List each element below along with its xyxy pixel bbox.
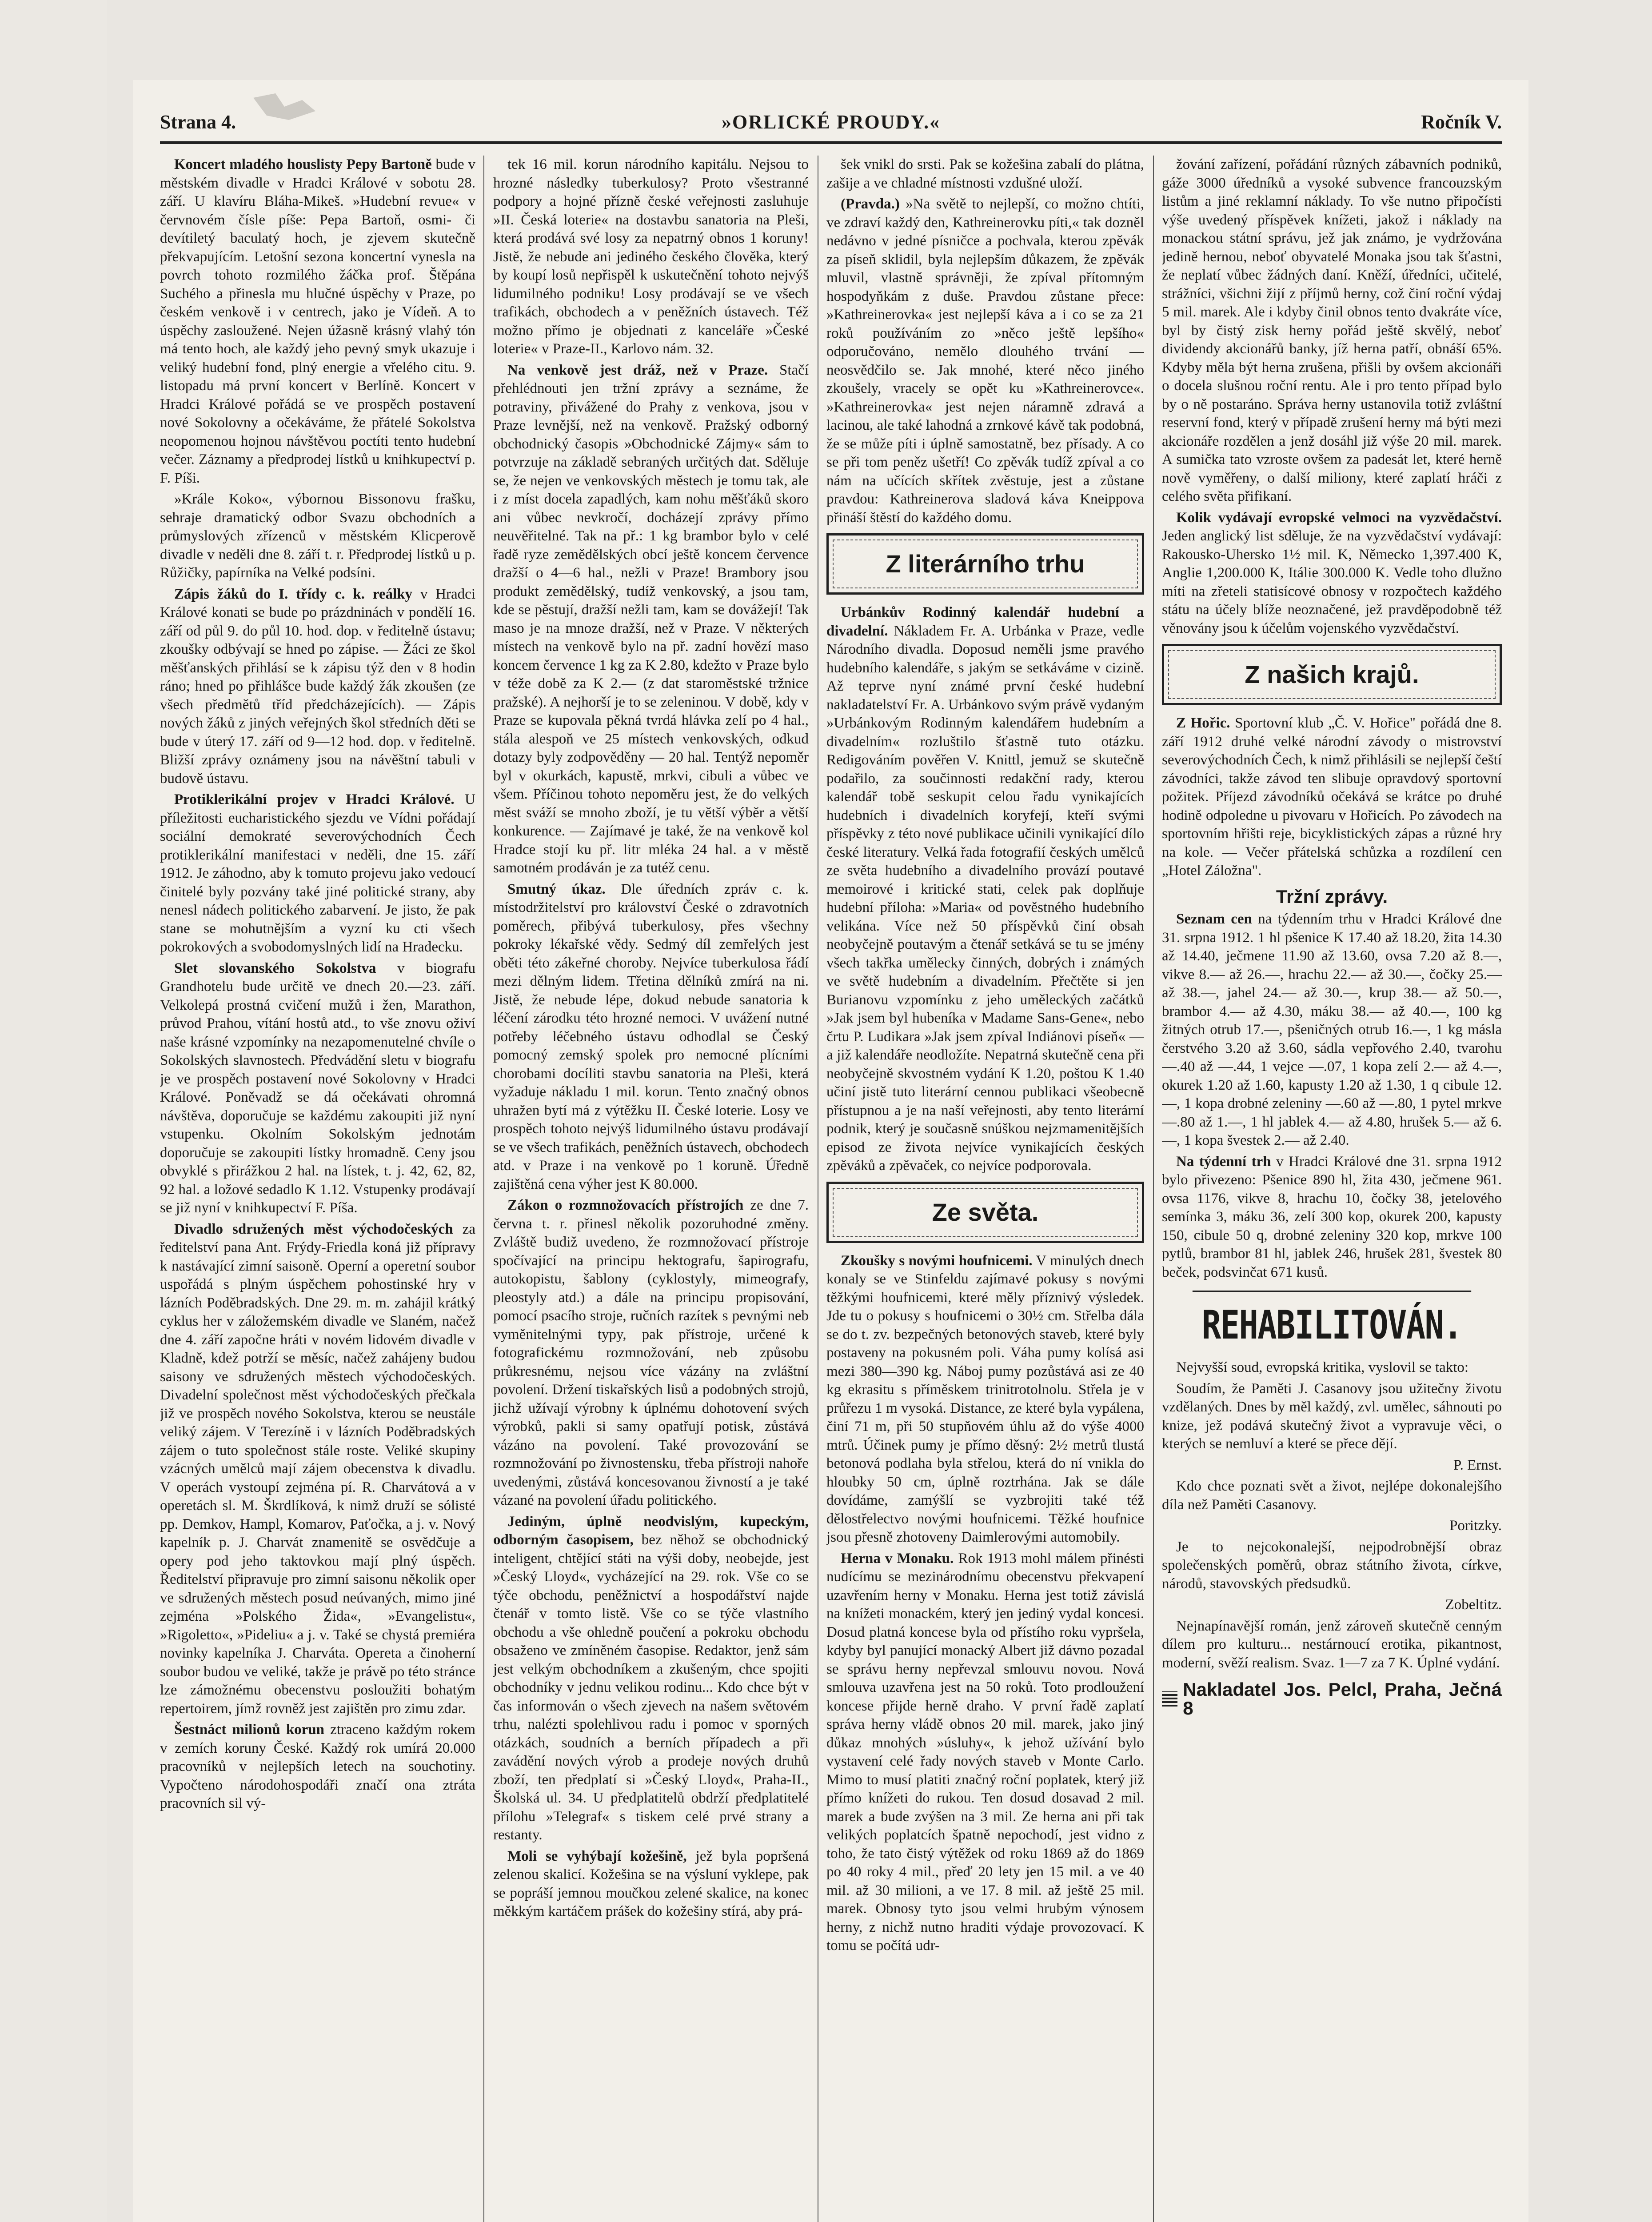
article-text: Nejnapínavější román, jenž zároveň skutečně cenným dílem pro kulturu... nestárnoucí erotika, pikantnost, moderní, svěží realism. Svaz. 1—7 za 7 K. Úplné vydání.: [1162, 1618, 1502, 1671]
article-text: šek vnikl do srsti. Pak se kožešina zabalí do plátna, zašije a ve chladné místnosti vzdušné uloží.: [826, 156, 1144, 191]
article-paragraph: [160, 1721, 475, 1813]
article-text: tek 16 mil. korun národního kapitálu. Nejsou to hrozné následky tuberkulosy? Proto všestranné podpory a hojné přízně české veřejnosti zasluhuje »II. Česká loterie« na dostavbu sanatoria na Pleši, která prodává své losy za nepatrný obnos 1 koruny! Jistě, že nebude ani jediného českého člověka, který by koupí losů nepřispěl k uskutečnění tohoto nejvýš lidumilného podniku! Losy prodávají se ve všech trafikách, obchodech a v peněžních ústavech. Též možno přímo je objednati z kanceláře »České loterie« v Praze-II., Karlovo nám. 32.: [493, 156, 809, 357]
article-lead: Jediným, úplně neodvislým, kupeckým, odborným časopisem,: [493, 1513, 809, 1548]
article-paragraph: [1162, 1477, 1502, 1514]
page-header: [160, 102, 1502, 138]
quote-signature: Poritzky.: [1449, 1518, 1502, 1534]
article-text: Soudím, že Paměti J. Casanovy jsou užitečny životu vzdělaných. Dnes by měl každý, zvl. umělec, sáhnouti po knize, jež podává skutečný život a vypravuje věci, o kterých se nemluví a které se přece dějí.: [1162, 1380, 1502, 1452]
publisher-ornament-icon: [1162, 1691, 1177, 1706]
article-paragraph: [826, 603, 1144, 1175]
section-heading-box: Z literárního trhu: [826, 533, 1144, 595]
paper-title: »ORLICKÉ PROUDY.«: [722, 111, 940, 133]
article-paragraph: [826, 195, 1144, 527]
article-text: Jeden anglický list sděluje, že na vyzvědačství vydávají: Rakousko-Uhersko 1½ mil. K, Německo 1,397.400 K, Anglie 1,200.000 K, Itálie 300.000 K. Vedle toho dlužno míti na zřeteli statisícové obnosy v rozpočtech každého státu na účely blíže neoznačené, jež pravděpodobně též věnovány jsou k účelům vojenského vyzvědačství.: [1162, 528, 1502, 636]
article-text: v Hradci Králové dne 31. srpna 1912 bylo přivezeno: Pšenice 890 hl, žita 430, ječmene 961. ovsa 1176, vikve 8, hrachu 10, čočky 38, jetelového semínka 3, máku 36, zelí 300 kop, okurek 200, kapusty 150, cibule 50 q, drobné zeleniny 320 kop, mrkve 100 pytlů, brambor 81 hl, jablek 246, hrušek 281, švestek 80 beček, podsvinčat 671 kusů.: [1162, 1153, 1502, 1280]
advertisement-title: REHABILITOVÁN.: [1193, 1291, 1471, 1350]
article-paragraph: [1162, 1380, 1502, 1454]
column-4: [1162, 156, 1502, 2222]
article-paragraph: [1162, 509, 1502, 638]
article-text: ztraceno každým rokem v zemích koruny České. Každý rok umírá 20.000 pracovníků v nejlepších letech na souchotiny. Vypočteno národohospodáři značí ona ztráta pracovních sil vý-: [160, 1722, 475, 1811]
article-paragraph: [1162, 714, 1502, 880]
article-lead: Slet slovanského Sokolstva: [174, 960, 376, 976]
article-lead: Seznam cen: [1176, 911, 1252, 927]
article-lead: (Pravda.): [841, 196, 900, 212]
section-heading-box: Z našich krajů.: [1162, 644, 1502, 705]
article-paragraph: [160, 1220, 475, 1718]
article-lead: Herna v Monaku.: [841, 1550, 954, 1567]
publisher-line: [1162, 1680, 1502, 1717]
newspaper-page: [133, 80, 1528, 2222]
article-text: »Krále Koko«, výbornou Bissonovu frašku, sehraje dramatický odbor Svazu obchodních a průmyslových zřízenců v městském Klicperově divadle v neděli dne 8. září t. r. Předprodej lístků u p. Růžičky, papírníka na Velké podsíni.: [160, 491, 475, 581]
article-paragraph: [493, 156, 809, 359]
article-text: jež byla popršená zelenou skalicí. Kožešina se na výsluní vyklepe, pak se popráší jemnou moučkou zelené skalice, na konec měkkým kartáčem prášek do kožešiny stírá, aby prá-: [493, 1848, 809, 1919]
article-text: ze dne 7. června t. r. přinesl několik pozoruhodné změny. Zvláště budiž uvedeno, že rozmnožovací přístroje spočívající na principu hektografu, šapirografu, autokopistu, šablony (cyklostyly, mimeografy, pleostyly atd.) a dále na principu propisování, pomocí psacího stroje, ručních razítek s pevnými neb vyměnitelnými typy, pak přístroje, určené k fotografickému rozmnožování, neb způsobu průkresnému, nejsou více vázány na zvláštní povolení. Držení tiskařských lisů a podobných strojů, jichž užívají výrobny k úplnému dohotovení svých výrobků, pakli si samy opatřují potisk, zůstává vázáno na povolení. Také provozování se rozmnožování po živnostensku, třeba přístroji nahoře uvedenými, zůstává koncesovanou živností a je také vázané na povolení úřadu politického.: [493, 1197, 809, 1508]
article-text: Nejvyšší soud, evropská kritika, vyslovil se takto:: [1176, 1359, 1469, 1375]
article-paragraph: [493, 1513, 809, 1845]
article-paragraph: [1162, 1153, 1502, 1282]
article-lead: Kolik vydávají evropské velmoci na vyzvědačství.: [1176, 509, 1502, 526]
column-2: [493, 156, 809, 2222]
article-lead: Zápis žáků do I. třídy c. k. reálky: [174, 586, 412, 602]
article-paragraph: [1162, 1617, 1502, 1673]
article-text: za ředitelství pana Ant. Frýdy-Friedla koná již přípravy k nastávající zimní saisoně. Operní a operetní soubor uspořádá s plným úspěchem pohostinské hry v lázních Poděbradských. Dne 29. m. m. zahájil krátký cyklus her v záložemském divadle ve Slaném, načež dne 4. září započne hráti v novém lidovém divadle v Kladně, kdež potrží se měsíc, načež zahájeny budou saisony ve sdružených městech východočeských. Divadelní společnost měst východočeských přečkala již ve prospěch nového Sokolstva, kterou se neustále veliký zájem. V Terezíně i v lázních Poděbradských zájem o tuto společnost stále roste. Veliké skupiny vzácných umělců mají zájem obecenstva k divadlu. V operách vystoupí zejména pí. R. Charvátová a v operetách sl. M. Škrdlíková, k nimž druží se sólisté pp. Demkov, Hampl, Komarov, Paťočka, a j. v. Nový kapelník p. J. Charvát znamenitě se osvědčuje a opery pod jeho taktovkou mají plný úspěch. Ředitelství připravuje pro zimní saisonu několik oper ve sdružených městech posud neúvaných, mimo jiné zejména »Polského Žida«, »Evangelistu«, »Rigoletto«, »Pideliu« a j. v. Také se chystá premiéra novinky kapelníka J. Charváta. Opereta a činoherní soubor budou ve veliké, takže je právě po této stránce lze zámožnému obecenstvu posloužiti bohatým repertoirem, jímž rovněž jest zajištěn pro zimu zdar.: [160, 1221, 475, 1717]
article-lead: Šestnáct milionů korun: [174, 1722, 325, 1738]
header-rule: [160, 141, 1502, 144]
article-lead: Na venkově jest dráž, než v Praze.: [507, 362, 768, 378]
article-text: »Na světě to nejlepší, co možno chtíti, ve zdraví každý den, Kathreinerovku píti,« tak dozněl nedávno v jedné písničce a pochvala, kterou zpěvák za píseň sklidil, byla nejlepším důkazem, že zpěvák mluvil, vlastně správněji, že zpíval přítomným hospodyňkám z duše. Pravdou zůstane přece: »Kathreinerovka« jest nejlepší káva a i co se za 21 roků používáním zo »něco ještě lepšího« odporučováno, nemělo dlouhého trvání — neosvědčilo se. Jak mnohé, které něco jiného zkoušely, vracely se opět ku »Kathreinerovce«. »Kathreinerovka« jest nejen náramně zdravá a lacinou, ale také lahodná a zrnkové kávě tak podobná, že se může píti i úplně samostatně, bez přísady. A co se při tom peněz ušetří! Co zpěvák tudíž zpíval a co nám na učících skřítek zvěstuje, jest a zůstane pravdou: Kathreinerova sladová káva Kneippova přináší štěstí do každého domu.: [826, 196, 1144, 526]
article-paragraph: [493, 1847, 809, 1921]
article-lead: Divadlo sdružených měst východočeských: [174, 1221, 453, 1237]
article-text: Nákladem Fr. A. Urbánka v Praze, vedle Národního divadla. Doposud neměli jsme pravého hudebního kalendáře, s jakým se setkáváme v cizině. Až teprve nyní známé první české hudební nakladatelství Fr. A. Urbánkovo svým právě vydaným »Urbánkovým Rodinným kalendářem hudebním a divadelním« rozluštilo šťastně tuto otázku. Redigováním pověřen V. Knittl, jemuž se skutečně podařilo, za součinnosti redakční rady, kterou kalendář tobě seskupit celou řadu vynikajících hudebních i divadelních koryfejí, kteří svými příspěvky z této nové publikace učinili vynikající dílo české literatury. Velká řada fotografií českých umělců ze světa hudebního a divadelního provází poutavé memoirové i kritické stati, celek pak doplňuje hudební příloha: »Maria« od pověstného hudebního velikána. Více než 50 příspěvků činí obsah neobyčejně poutavým a čtenář setkává se tu se jmény všech takřka umělecky činných, dobrých i známých ve světě hudebním a divadelním. Přečtěte si jen Burianovu vzpomínku z jeho uměleckých začátků »Jak jsem byl hubeníka v Madame Sans-Gene«, nebo črtu P. Ludikara »Jak jsem zpíval Indiánovi píseň« — a již kalendáře neodložíte. Nepatrná skutečně cena při neobyčejně skvostném vydání K 1.20, poštou K 1.40 učiní jistě tuto literární cennou publikaci všeobecně přístupnou a je na naší veřejnosti, aby tento literární podnik, který je současně snúškou nejzmamenitějších episod ze života nejvíce vynikajících českých zpěváků a zpěvaček, co nejvíce podporovala.: [826, 623, 1144, 1174]
article-text: Rok 1913 mohl málem přinésti nudícímu se mezinárodnímu obecenstvu překvapení uzavřením herny v Monaku. Herna jest totiž závislá na knížeti monackém, který jen jediný vydal koncesi. Dosud platná koncese byla od přístího roku vypršela, kdyby byl panující monacký Albert již dávno pozadal se správu herny nepřevzal smlouvu novou. Nová smlouva uzavřena jest na 50 roků. Toto prodloužení koncese přijde herně draho. V první řadě zaplatí správa herny vládě obnos 20 mil. marek, jako jiný důkaz mnohých »úsluhy«, k jehož užívání bylo vystavení celé řady nových staveb v Monte Carlo. Mimo to musí platiti značný roční poplatek, který již přímo knížeti do rukou. Ten dosud dosavad 2 mil. marek a bude zvýšen na 3 mil. Ze herna ani při tak velikých poplatcích špatně nepochodí, jest vidno z toho, že tato čistý výtěžek od roku 1869 až do 1869 po 40 roky 4 mil., přeď 20 lety jen 15 mil. a ve 40 mil. až 30 milioni, a ve 17. 8 mil. až ještě 25 mil. marek. Obnosy tyto jsou velmi hrubým výnosem herny, z nichž nutno hraditi výdaje provozovací. K tomu se počítá udr-: [826, 1550, 1144, 1954]
article-text: na týdenním trhu v Hradci Králové dne 31. srpna 1912. 1 hl pšenice K 17.40 až 18.20, žita 14.30 až 14.40, ječmene 11.90 až 13.60, ovsa 7.20 až 8.—, vikve 8.— až 26.—, hrachu 22.— až 30.—, čočky 25.— až 38.—, jahel 24.— až 30.—, krup 38.— až 50.—, brambor 4.— až 4.30, máku 38.— až 40.—, 100 kg žitných otrub 17.—, pšeničných otrub 16.—, 1 kg másla čerstvého 3.20 až 3.60, sádla vepřového 2.40, tvarohu —.40 až —.44, 1 vejce —.07, 1 kopa zelí 2.— až 4.—, okurek 1.20 až 1.60, kapusty 1.20 až 1.30, 1 q cibule 12.—, 1 kopa drobné zeleniny —.60 až —.80, 1 pytel mrkve —.80 až 1.—, 1 hl jablek 4.— až 4.80, hrušek 5.— až 6.—, 1 kopa švestek 2.— až 2.40.: [1162, 911, 1502, 1148]
article-lead: Koncert mladého houslisty Pepy Bartoně: [174, 156, 432, 172]
article-text: Je to nejcokonalejší, nejpodrobnější obraz společenských poměrů, obraz státního života, církve, národů, stavovských předsudků.: [1162, 1539, 1502, 1592]
article-paragraph: [493, 880, 809, 1194]
article-paragraph: [160, 959, 475, 1218]
article-text: V minulých dnech konaly se ve Stinfeldu zajímavé pokusy s novými těžkými houfnicemi, které měly příznivý výsledek. Jde tu o pokusy s houfnicemi o 30½ cm. Střelba dála se do t. zv. bezpečných betonových staveb, které byly postaveny na pokusném poli. Váha pumy kolísá asi mezi 380—390 kg. Náboj pumy pozůstává asi ze 40 kg ekrasitu s příměskem trinitrotolnolu. Střela je v průřezu 1 m vysoká. Distance, ze které byla vypálena, činí 71 m, při 50 stupňovém úhlu až do výše 4000 mtrů. Účinek pumy je přímo děsný: 2½ metrů tlustá betonová podlaha byla střelou, která do ní vnikla do hloubky 50 cm, úplně roztrhána. Jak se dále dovídáme, zamýšlí se vyzbrojiti také též dělostřelectvo novými houfnicemi. Těžké houfnice jsou přesně zhotoveny Daimlerovými automobily.: [826, 1252, 1144, 1545]
article-paragraph: [160, 490, 475, 583]
article-lead: Smutný úkaz.: [507, 881, 606, 897]
article-lead: Zkoušky s novými houfnicemi.: [841, 1252, 1033, 1269]
article-paragraph: [160, 156, 475, 488]
article-lead: Z Hořic.: [1176, 715, 1230, 731]
article-text: U příležitosti eucharistického sjezdu ve Vídni pořádají sociální demokraté severovýchodních Čech protiklerikální manifestaci v neděli, dne 15. září 1912. Je záhodno, aby k tomuto projevu jako vedoucí činitelé byly pozvány také jiné politické strany, aby nenesl nádech politického zabarvení. Je jisto, že pak stane se mohutnějším a vyzní ku cti všech pokrokových a svobodomyslných lidí na Hradecku.: [160, 791, 475, 955]
article-paragraph: [1162, 156, 1502, 506]
article-paragraph: [1162, 910, 1502, 1150]
article-lead: Urbánkův Rodinný kalendář hudební a divadelní.: [826, 604, 1144, 639]
page-number: Strana 4.: [160, 111, 236, 133]
article-text: Stačí přehlédnouti jen tržní zprávy a seznáme, že potraviny, přivážené do Prahy z venkova, jsou v Praze levnější, než na venkově. Pražský odborný obchodnický časopis »Obchodnické Zájmy« sám to potvrzuje na základě sebraných určitých dat. Sděluje se, že nejen ve venkovských městech je tomu tak, ale i z míst docela zapadlých, kam nohu měšťáků skoro ani vůbec nevkročí, docházejí zprávy přímo neuvěřitelné. Tak na př.: 1 kg brambor bylo v celé řadě ryze zemědělských obcí ještě koncem července dražší o 4—6 hal., nežli v Praze! Brambory jsou produkt zemědělský, tudíž venkovský, a jsou tam, kde se pěstují, dražší nežli tam, kam se dovážejí! Tak maso je na mnoze dražší, než v Praze. V některých místech na venkově bylo na př. zadní hovězí maso koncem července 1 kg za K 2.80, kdežto v Praze bylo v téže době za K 2.— (z dat staroměstské tržnice pražské). A nejhorší je to se zeleninou. V době, kdy v Praze se kupovala pěkná tvrdá hlávka zelí po 4 hal., stála alespoň ve 25 místech venkovských, odkud dotazy byly zodpověděny — 20 hal. Tentýž nepoměr byl v okurkách, kapustě, mrkvi, cibuli a vůbec ve všem. Příčinou tohoto nepoměru jest, že do velkých měst sváží se mnoho zboží, je tu větší výběr a větší konkurence. — Zajímavé je také, že na venkově kol Hradce stojí ku př. litr mléka 24 hal. a v městě samotném prodáván je za tutéž cenu.: [493, 362, 809, 876]
quote-signature: Zobeltitz.: [1445, 1597, 1502, 1613]
article-text: žování zařízení, pořádání různých zábavních podniků, gáže 3000 úředníků a vysoké subvence francouzským listům a jiné reklamní náklady. To vše nutno připočísti výše uvedený příspěvek knížeti, jakož i náklady na monackou státní správu, jež jak známo, je vydržována jedině hernou, neboť obyvatelé Monaka jsou tak šťastni, že neplatí vůbec žádných daní. Kněží, úředníci, učitelé, strážníci, všichni žijí z příjmů herny, což činí roční výdaj 5 mil. marek. Ale i kdyby činil obnos tento dvakráte více, byl by čistý zisk herny pořád ještě skvělý, neboť dividendy akcionářů banky, jíž herna patří, obnáší 65%. Kdyby měla být herna zrušena, přišli by ovšem akcionáři o docela slušnou roční rentu. Ale i pro tento případ bylo by o ně postaráno. Správa herny ustanovila totiž zvláštní reservní fond, který v případě zrušení herny má býti mezi akcionáře rozdělen a jenž dosáhl již výše 20 mil. marek. A sumička tato vzroste ovšem za padesát let, které herně nově vyměřeny, o další miliony, které zaplatí hráči z celého světa přifikaní.: [1162, 156, 1502, 504]
article-text: v Hradci Králové konati se bude po prázdninách v pondělí 16. září od půl 9. do půl 10. hod. dop. v ředitelně ústavu; zkoušky odbývají se hned po zápise. — Žáci ze škol měšťanských přihlásí se k zápisu týž den v 8 hodin ráno; hned po přihlášce bude každý žák zkoušen (ze všech předmětů tříd předcházejících). — Zápis nových žáků z jiných veřejných škol středních děti se bude v úterý 17. září od 9—12 hod. dop. v ředitelně. Bližší zprávy oznámeny jsou na návěštní tabuli v budově ústavu.: [160, 586, 475, 787]
article-lead: Zákon o rozmnožovacích přístrojích: [507, 1197, 744, 1213]
article-paragraph: [826, 1252, 1144, 1547]
section-heading-box: Ze světa.: [826, 1182, 1144, 1243]
volume-number: Ročník V.: [1421, 111, 1502, 133]
article-lead: Protiklerikální projev v Hradci Králové.: [174, 791, 455, 807]
article-paragraph: [1162, 1538, 1502, 1594]
article-paragraph: [160, 585, 475, 788]
article-paragraph: [160, 791, 475, 957]
publisher-text: Nakladatel Jos. Pelcl, Praha, Ječná 8: [1183, 1679, 1502, 1718]
quote-signature: P. Ernst.: [1453, 1457, 1502, 1473]
article-text: bude v městském divadle v Hradci Králové v sobotu 28. září. U klavíru Bláha-Mikeš. »Hudební revue« v červnovém čísle píše: Pepa Bartoň, osmi- či devítiletý baculatý hoch, je zjevem skutečně překvapujícím. Letošní sezona koncertní vynesla na povrch tohoto rozmilého žáčka prof. Štěpána Suchého a přinesla mu hlučné úspěchy v Praze, po českém venkově i v centrech, jako je Vídeň. A to úspěchy zasloužené. Nejen úžasně krásný vlahý tón má tento hoch, ale každý jeho pevný smyk ukazuje i veliký hudební fond, plný energie a vřelého citu. 9. listopadu má první koncert v Berlíně. Koncert v Hradci Králové pořádá se ve prospěch postavení nové Sokolovny a očekáváme, že přátelé Sokolstva neopomenou hojnou návštěvou poctíti tento hudební večer. Záznamy a předprodej lístků u knihkupectví p. F. Píši.: [160, 156, 475, 486]
article-paragraph: [826, 1550, 1144, 1955]
column-separator: [1153, 156, 1154, 2222]
scan-margin: [0, 0, 107, 2222]
column-separator: [483, 156, 484, 2222]
article-lead: Moli se vyhýbají kožešině,: [507, 1848, 687, 1864]
article-text: bez něhož se obchodnický inteligent, chtějící státi na výši doby, neobejde, jest »Český Lloyd«, vycházející na 29. rok. Vše co se týče obchodu, peněžnictví a hospodářství najde čtenář v tomto listě. Vše co se týče vlastního obchodu a vše ohledně poučení a pokroku obchodu obsaženo ve zmíněném časopise. Redaktor, jenž sám jest velkým obchodníkem a zkušeným, chce spojiti obchodníky v jednu velikou rodinu... Kdo chce být v čas informován o všech zjevech na našem světovém trhu, nalézti spolehlivou radu i pomoc v sporných otázkách, soudních a berních případech a při zavádění nových výrob a prodeje nových druhů zboží, ten předplatí si »Český Lloyd«, Praha-II., Školská ul. 34. U předplatitelů obdrží předplatitelé přílohu »Telegraf« s tiskem celé prvé strany a restanty.: [493, 1532, 809, 1843]
article-paragraph: [826, 156, 1144, 192]
article-text: Kdo chce poznati svět a život, nejlépe dokonalejšího díla než Paměti Casanovy.: [1162, 1478, 1502, 1513]
article-text: Dle úředních zpráv c. k. místodržitelství pro království České o zdravotních poměrech, přibývá tuberkulosy, přes všechny pokroky lékařské vědy. Sedmý díl zemřelých jest oběti této zákeřné choroby. Nejvíce tuberkulosa řádí mezi dělným lidem. Třetina dělníků zmírá na ni. Jistě, že nebude lépe, dokud nebude sanatoria k léčení zárodku této hrozné nemoci. V uvážení nutné potřeby léčebného ústavu odhodlal se Český pomocný zemský spolek pro nemocné plícními chorobami docíliti stavbu sanatoria na Pleši, která vyžaduje nákladu 1 mil. korun. Tento značný obnos uhražen bytí má z výtěžku II. České loterie. Losy ve prospěch tohoto nejvýš lidumilného ústavu prodávají se ve všech trafikách, peněžních ústavech, obchodech atd. v Praze i na venkově po 1 koruně. Úředně zajištěná cena výher jest K 80.000.: [493, 881, 809, 1192]
column-1: [160, 156, 475, 2222]
article-lead: Na týdenní trh: [1176, 1153, 1271, 1170]
article-text: Sportovní klub „Č. V. Hořice" pořádá dne 8. září 1912 druhé velké národní závody o mistrovství severovýchodních Čech, k nimž přihlásili se nejlepší čeští závodníci, takže závod ten slibuje opravdový sportovní požitek. Příjezd závodníků očekává se krátce po druhé hodině odpoledne u pivovaru v Hořicích. Po závodech na sportovním hřišti reje, bicyklistických zápas a různé hry na kole. — Večer přátelská schůzka a rozdílení cen „Hotel Záložna".: [1162, 715, 1502, 879]
section-subheading: Tržní zprávy.: [1276, 886, 1388, 907]
article-paragraph: [493, 1196, 809, 1510]
article-paragraph: [493, 361, 809, 878]
column-3: [826, 156, 1144, 2222]
article-text: v biografu Grandhotelu bude určitě ve dnech 20.—23. září. Velkolepá prostná cvičení mužů i žen, Marathon, průvod Prahou, vítání hostů atd., to vše znovu oživí naše krásné vzpomínky na nezapomenutelné chvíle o Sokolských slavnostech. Předvádění sletu v biografu je ve prospěch postavení nové Sokolovny v Hradci Králové. Poněvadž se dá očekávati ohromná návštěva, doporučuje se každému zakoupiti již nyní vstupenku. Okolním Sokolským jednotám doporučuje se zakoupiti lístky hromadně. Ceny jsou obvyklé s přirážkou 2 hal. na lístek, t. j. 42, 62, 82, 92 hal. a ložové sedadlo K 1.12. Vstupenky prodávají se již nyní v knihkupectví F. Píša.: [160, 960, 475, 1216]
article-paragraph: [1162, 1359, 1502, 1377]
